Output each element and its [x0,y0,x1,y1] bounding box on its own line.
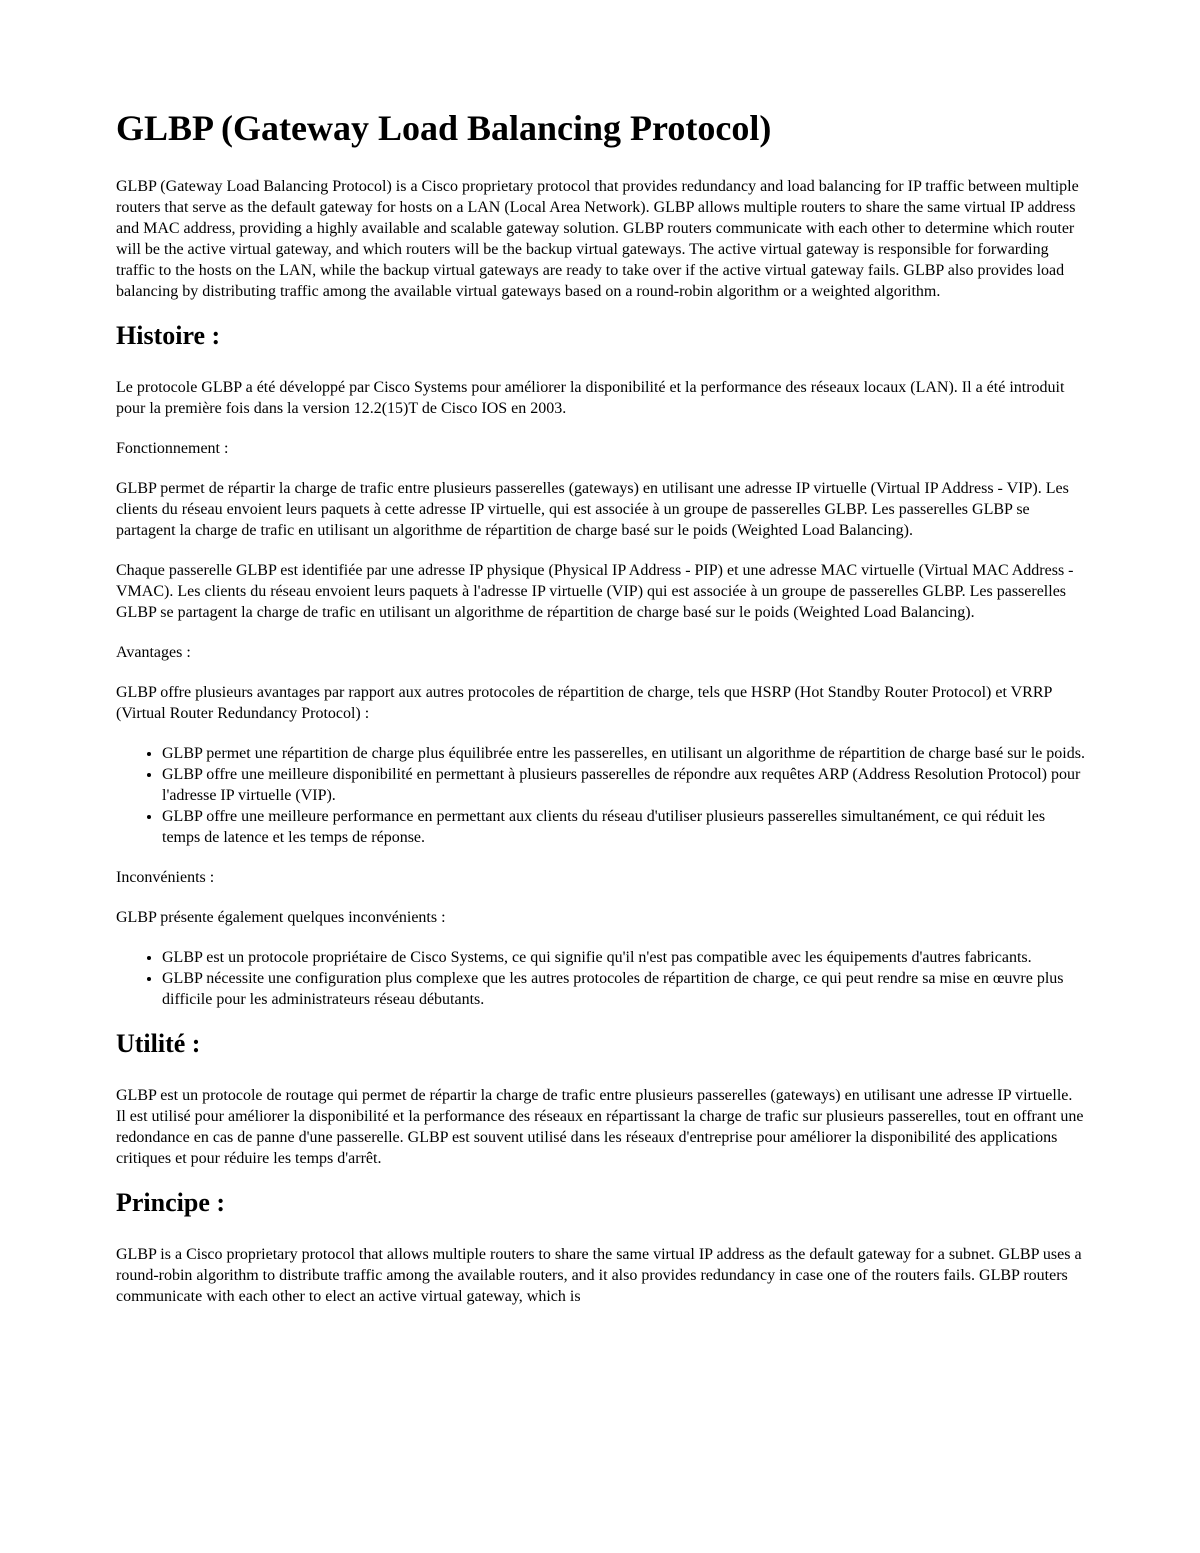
utilite-heading: Utilité : [116,1029,201,1058]
avantages-intro: GLBP offre plusieurs avantages par rapport aux autres protocoles de répartition de charge, tels que HSRP (Hot Standby Router Protocol) et VRRP (Virtual Router Redundancy Protocol) : [116,684,1052,722]
inconvenients-label: Inconvénients : [116,869,215,886]
utilite-paragraph: GLBP est un protocole de routage qui permet de répartir la charge de trafic entre plusieurs passerelles (gateways) en utilisant une adresse IP virtuelle. Il est utilisé pour améliorer la disponibilité et la performance des réseaux en répartissant la charge de trafic sur plusieurs passerelles, tout en offrant une redondance en cas de panne d'une passerelle. GLBP est souvent utilisé dans les réseaux d'entreprise pour améliorer la disponibilité des applications critiques et pour réduire les temps d'arrêt. [116,1087,1084,1167]
document-page [116,106,1086,1326]
principe-paragraph: GLBP is a Cisco proprietary protocol that allows multiple routers to share the same virtual IP address as the default gateway for a subnet. GLBP uses a round-robin algorithm to distribute traffic among the available routers, and it also provides redundancy in case one of the routers fails. GLBP routers communicate with each other to elect an active virtual gateway, which is [116,1246,1082,1305]
histoire-paragraph: Le protocole GLBP a été développé par Cisco Systems pour améliorer la disponibilité et la performance des réseaux locaux (LAN). Il a été introduit pour la première fois dans la version 12.2(15)T de Cisco IOS en 2003. [116,379,1065,417]
inconvenients-intro: GLBP présente également quelques inconvénients : [116,909,446,926]
list-item: • GLBP est un protocole propriétaire de Cisco Systems, ce qui signifie qu'il n'est pas compatible avec les équipements d'autres fabricants. [162,947,1086,968]
list-item: • GLBP nécessite une configuration plus complexe que les autres protocoles de répartition de charge, ce qui peut rendre sa mise en œuvre plus difficile pour les administrateurs réseau débutants. [162,968,1086,1010]
histoire-heading: Histoire : [116,321,221,350]
list-item: • GLBP permet une répartition de charge plus équilibrée entre les passerelles, en utilisant un algorithme de répartition de charge basé sur le poids. [162,743,1086,764]
list-item: • GLBP offre une meilleure disponibilité en permettant à plusieurs passerelles de répondre aux requêtes ARP (Address Resolution Protocol) pour l'adresse IP virtuelle (VIP). [162,764,1086,806]
fonctionnement-paragraph-2: Chaque passerelle GLBP est identifiée par une adresse IP physique (Physical IP Address - PIP) et une adresse MAC virtuelle (Virtual MAC Address - VMAC). Les clients du réseau envoient leurs paquets à l'adresse IP virtuelle (VIP) qui est associée à un groupe de passerelles GLBP. Les passerelles GLBP se partagent la charge de trafic en utilisant un algorithme de répartition de charge basé sur le poids (Weighted Load Balancing). [116,562,1074,621]
fonctionnement-label: Fonctionnement : [116,440,229,457]
avantages-list [116,743,1086,848]
document-title: GLBP (Gateway Load Balancing Protocol) [116,108,772,148]
fonctionnement-paragraph-1: GLBP permet de répartir la charge de trafic entre plusieurs passerelles (gateways) en utilisant une adresse IP virtuelle (Virtual IP Address - VIP). Les clients du réseau envoient leurs paquets à cette adresse IP virtuelle, qui est associée à un groupe de passerelles GLBP. Les passerelles GLBP se partagent la charge de trafic en utilisant un algorithme de répartition de charge basé sur le poids (Weighted Load Balancing). [116,480,1069,539]
principe-heading: Principe : [116,1188,226,1217]
list-item: • GLBP offre une meilleure performance en permettant aux clients du réseau d'utiliser plusieurs passerelles simultanément, ce qui réduit les temps de latence et les temps de réponse. [162,806,1086,848]
avantages-label: Avantages : [116,644,191,661]
intro-paragraph: GLBP (Gateway Load Balancing Protocol) is a Cisco proprietary protocol that provides redundancy and load balancing for IP traffic between multiple routers that serve as the default gateway for hosts on a LAN (Local Area Network). GLBP allows multiple routers to share the same virtual IP address and MAC address, providing a highly available and scalable gateway solution. GLBP routers communicate with each other to determine which router will be the active virtual gateway, and which routers will be the backup virtual gateways. The active virtual gateway is responsible for forwarding traffic to the hosts on the LAN, while the backup virtual gateways are ready to take over if the active virtual gateway fails. GLBP also provides load balancing by distributing traffic among the available virtual gateways based on a round-robin algorithm or a weighted algorithm. [116,178,1079,300]
inconvenients-list [116,947,1086,1010]
